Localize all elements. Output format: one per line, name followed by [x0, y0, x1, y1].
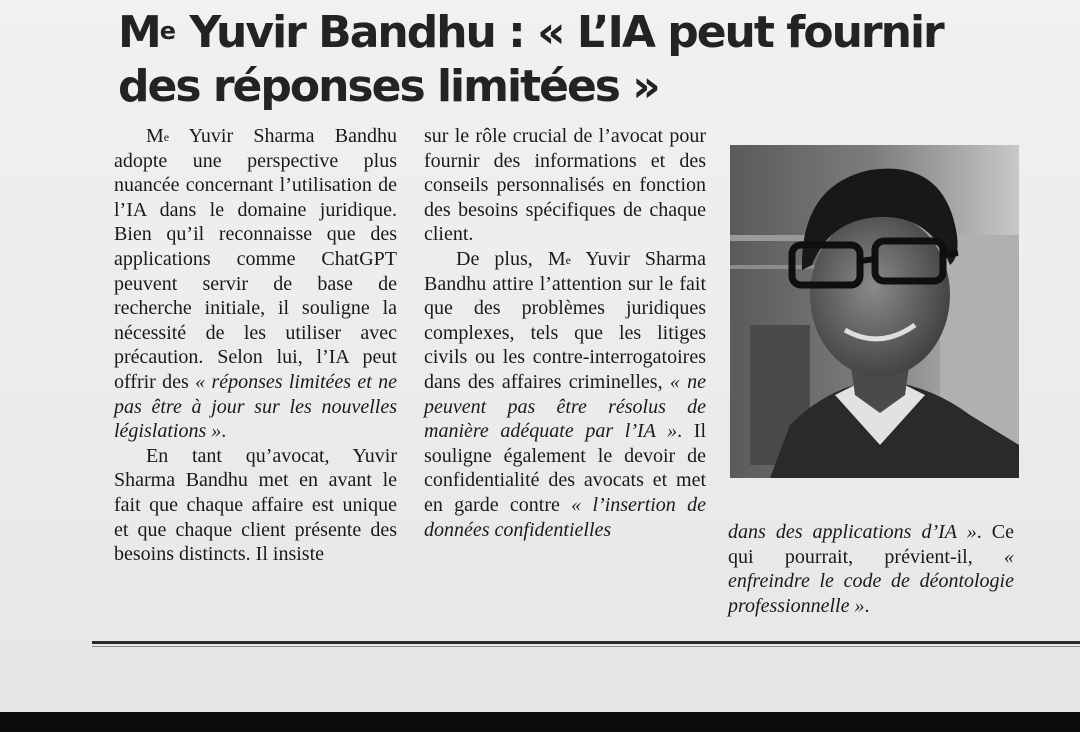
paragraph-4 — [424, 247, 706, 542]
paragraph-1 — [114, 124, 397, 444]
divider-rule — [92, 641, 1080, 644]
divider-rule-thin — [92, 646, 1080, 647]
paragraph-text: . Il souligne également le devoir de confidentialité des avocats et met en garde contre — [424, 420, 707, 516]
punctuation: . — [864, 594, 870, 617]
headline-rest: Yuvir Bandhu : « L’IA peut fournir des réponses limitées » — [118, 7, 943, 112]
quote-text: « l’insertion de données confidentielles — [424, 493, 706, 541]
portrait-photo-icon — [730, 145, 1019, 478]
paragraph-text: De plus, M — [456, 247, 566, 270]
superscript: e — [565, 252, 571, 267]
paragraph-5 — [728, 520, 1014, 618]
article-column-2 — [424, 124, 706, 542]
paragraph-3: sur le rôle crucial de l’avocat pour fournir des informations et des conseils personnalisés en fonction des besoins spécifiques de chaque client. — [424, 125, 706, 246]
quote-text: « enfreindre le code de déontologie professionnelle » — [728, 545, 1014, 617]
headline-superscript: e — [159, 17, 177, 45]
bottom-edge — [0, 712, 1080, 732]
quote-text: « réponses limitées et ne pas être à jour sur les nouvelles législations » — [114, 370, 397, 443]
punctuation: . — [221, 420, 227, 443]
paragraph-2: En tant qu’avocat, Yuvir Sharma Bandhu met en avant le fait que chaque affaire est unique et que chaque client présente des besoins distincts. Il insiste — [114, 444, 397, 566]
quote-text: dans des applications d’IA » — [728, 521, 977, 543]
punctuation: . — [976, 521, 982, 543]
headline — [118, 6, 1018, 114]
paragraph-text: Ce qui pourrait, prévient-il, — [728, 521, 1014, 568]
quote-text: « ne peuvent pas être résolus de manière adéquate par l’IA » — [424, 370, 706, 443]
article-column-1 — [114, 124, 397, 567]
article-column-3 — [728, 520, 1014, 618]
name-prefix: M — [146, 125, 164, 147]
superscript: e — [163, 130, 170, 144]
paragraph-text: Yuvir Sharma Bandhu attire l’attention sur le fait que des problèmes juridiques complexes, tels que les litiges civils ou les contre-interrogatoires dans des affaires criminelles, — [424, 247, 706, 393]
paragraph-text: Yuvir Sharma Bandhu adopte une perspective plus nuancée concernant l’utilisation de l’IA dans le domaine juridique. Bien qu’il reconnaisse que des applications comme ChatGPT peuvent servir de base de recherche initiale, il souligne la nécessité de les utiliser avec précaution. Selon lui, l’IA peut offrir des — [114, 125, 397, 393]
headline-prefix: M — [118, 7, 160, 58]
